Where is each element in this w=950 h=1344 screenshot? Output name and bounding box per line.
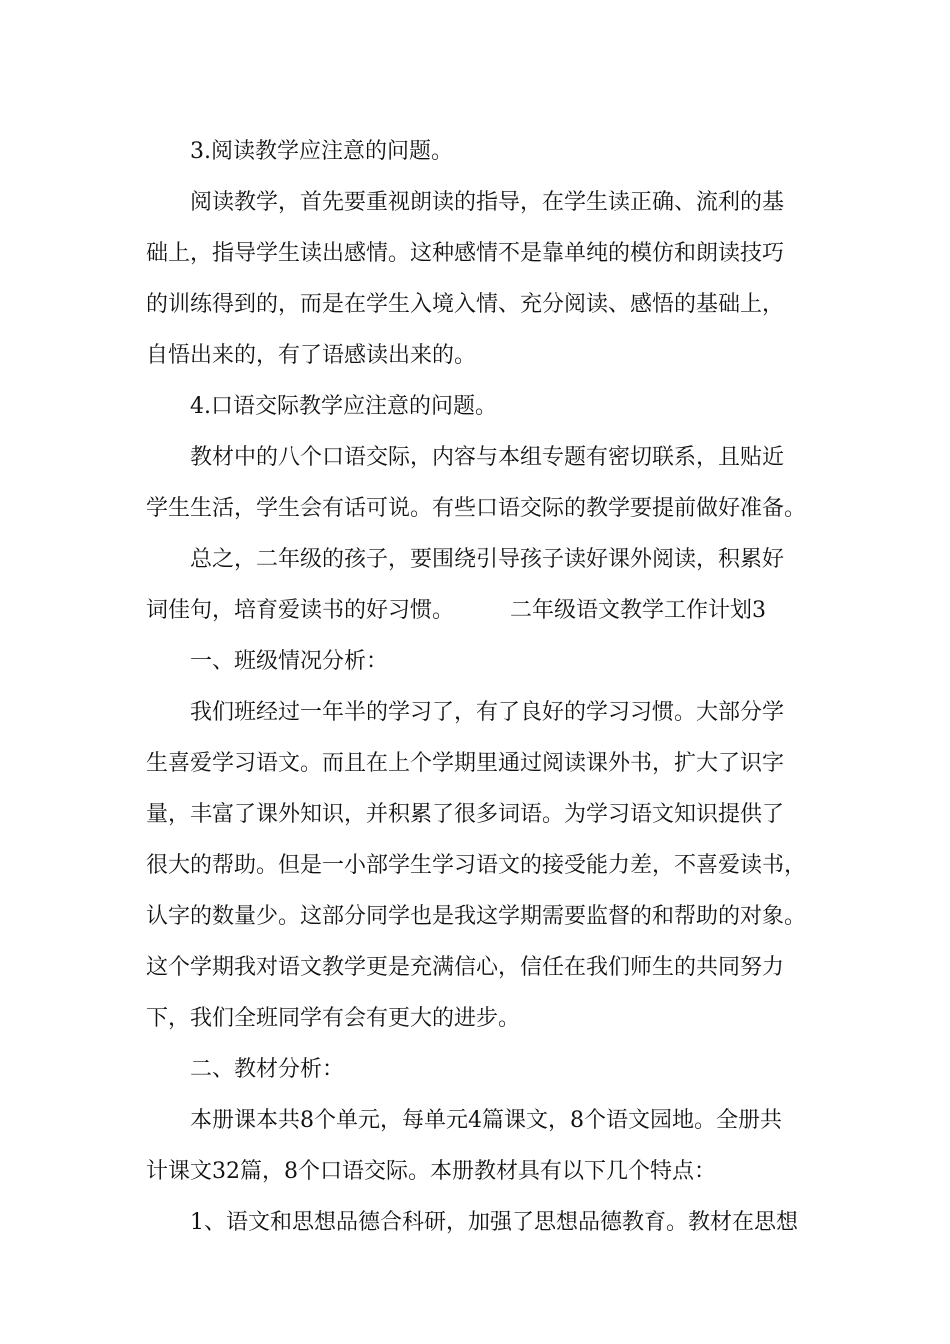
paragraph-line: 1、语文和思想品德合科研，加强了思想品德教育。教材在思想	[190, 1210, 798, 1235]
paragraph-line-with-title	[146, 589, 818, 640]
paragraph-line: 的训练得到的，而是在学生入境入情、充分阅读、感悟的基础上，	[146, 292, 785, 317]
paragraph-line: 学生生活，学生会有话可说。有些口语交际的教学要提前做好准备。	[146, 496, 807, 521]
paragraph-line: 本册课本共8个单元，每单元4篇课文，8个语文园地。全册共	[190, 1108, 782, 1133]
paragraph-line: 量，丰富了课外知识，并积累了很多词语。为学习语文知识提供了	[146, 802, 785, 827]
heading-oral-issues: 4.口语交际教学应注意的问题。	[190, 394, 497, 419]
paragraph-line: 础上，指导学生读出感情。这种感情不是靠单纯的模仿和朗读技巧	[146, 241, 785, 266]
paragraph-line: 认字的数量少。这部分同学也是我这学期需要监督的和帮助的对象。	[146, 904, 807, 929]
paragraph-line: 下，我们全班同学有会有更大的进步。	[146, 1006, 521, 1031]
paragraph-line: 教材中的八个口语交际，内容与本组专题有密切联系，且贴近	[190, 445, 785, 470]
paragraph-line: 自悟出来的，有了语感读出来的。	[146, 343, 477, 368]
paragraph-line: 计课文32篇，8个口语交际。本册教材具有以下几个特点：	[146, 1159, 716, 1184]
document-body	[146, 130, 818, 1252]
paragraph-line: 我们班经过一年半的学习了，有了良好的学习习惯。大部分学	[190, 700, 785, 725]
paragraph-line: 阅读教学，首先要重视朗读的指导，在学生读正确、流利的基	[190, 190, 785, 215]
paragraph-line: 这个学期我对语文教学更是充满信心，信任在我们师生的共同努力	[146, 955, 785, 980]
plan-title: 二年级语文教学工作计划3	[510, 598, 767, 623]
paragraph-text: 词佳句，培育爱读书的好习惯。	[146, 598, 455, 623]
paragraph-line: 总之，二年级的孩子，要围绕引导孩子读好课外阅读，积累好	[190, 547, 785, 572]
paragraph-line: 生喜爱学习语文。而且在上个学期里通过阅读课外书，扩大了识字	[146, 751, 785, 776]
heading-reading-issues: 3.阅读教学应注意的问题。	[190, 139, 453, 164]
heading-class-analysis: 一、班级情况分析：	[190, 649, 389, 674]
paragraph-line: 很大的帮助。但是一小部学生学习语文的接受能力差，不喜爱读书，	[146, 853, 807, 878]
heading-textbook-analysis: 二、教材分析：	[190, 1057, 345, 1082]
